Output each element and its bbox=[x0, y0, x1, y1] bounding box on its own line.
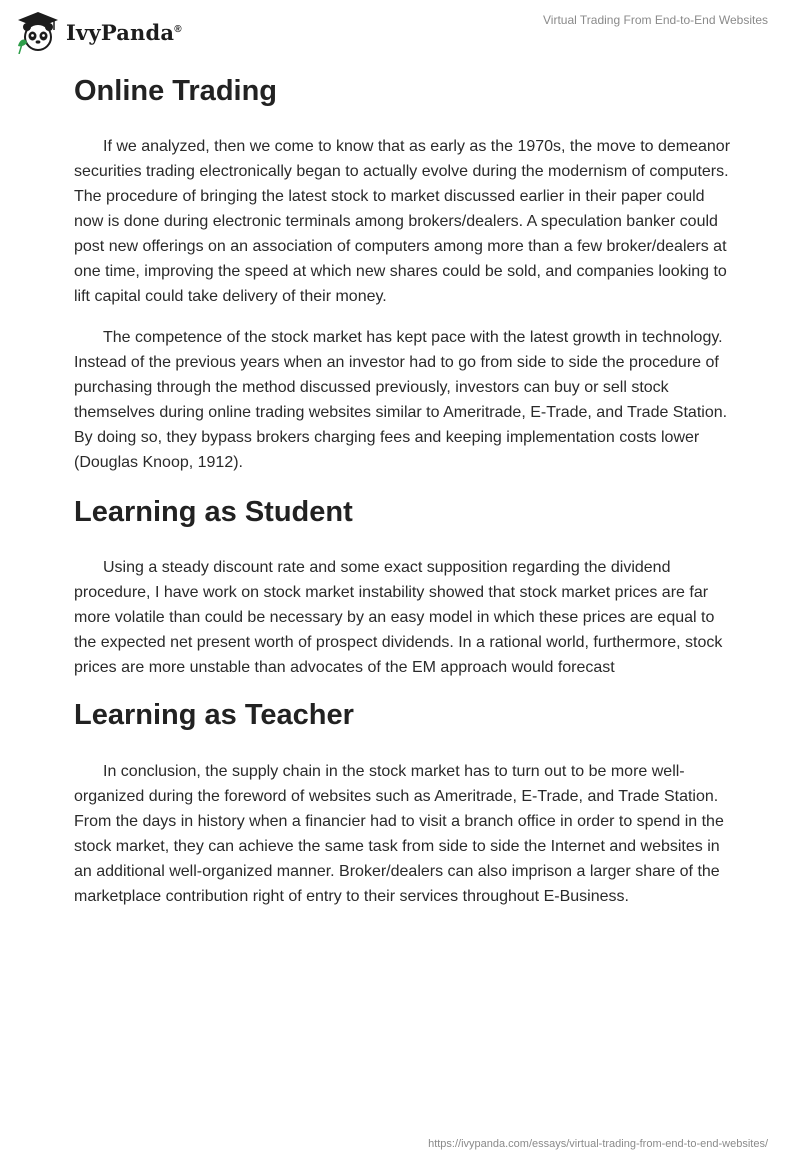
paragraph: If we analyzed, then we come to know that as early as the 1970s, the move to demeanor securities trading electronically began to actually evolve during the modernism of computers. The procedure of bringing the latest stock to market discussed earlier in their paper could now is done during electronic terminals among brokers/dealers. A speculation banker could post new offerings on an association of computers among more than a few broker/dealers at one time, improving the speed at which new shares could be sold, and companies looking to lift capital could take delivery of their money. bbox=[74, 138, 731, 305]
paragraph: In conclusion, the supply chain in the stock market has to turn out to be more well-organized during the foreword of websites such as Ameritrade, E-Trade, and Trade Station. From the days in history when a financier had to visit a branch office in order to spend in the stock market, they can achieve the same task from side to side the Internet and websites in an additional well-organized manner. Broker/dealers can also imprison a larger share of the marketplace contribution right of entry to their services throughout E-Business. bbox=[74, 763, 724, 905]
paragraph: Using a steady discount rate and some exact supposition regarding the dividend procedure, I have work on stock market instability showed that stock market prices are far more volatile than could be necessary by an easy model in which these prices are equal to the expected net present worth of prospect dividends. In a rational world, furthermore, stock prices are more unstable than advocates of the EM approach would forecast bbox=[74, 559, 723, 676]
panda-graduation-cap-icon bbox=[16, 10, 60, 54]
section-heading-learning-as-student: Learning as Student bbox=[74, 496, 353, 528]
document-title: Virtual Trading From End-to-End Websites bbox=[543, 13, 768, 27]
section-heading-learning-as-teacher: Learning as Teacher bbox=[74, 699, 354, 731]
section-heading-online-trading: Online Trading bbox=[74, 75, 278, 107]
paragraph: The competence of the stock market has kept pace with the latest growth in technology. Instead of the previous years when an investor had to go from side to side the procedure of purchasing through the method discussed previously, investors can buy or sell stock themselves during online trading websites similar to Ameritrade, E-Trade, and Trade Station. By doing so, they bypass brokers charging fees and keeping implementation costs lower (Douglas Knoop, 1912). bbox=[74, 329, 728, 471]
source-url[interactable]: https://ivypanda.com/essays/virtual-trading-from-end-to-end-websites/ bbox=[428, 1138, 768, 1150]
page-header bbox=[0, 0, 800, 64]
brand-registered-mark: ® bbox=[174, 23, 182, 35]
essay-content bbox=[74, 70, 734, 909]
brand-logo[interactable] bbox=[16, 10, 182, 54]
brand-name: IvyPanda® bbox=[66, 19, 182, 45]
